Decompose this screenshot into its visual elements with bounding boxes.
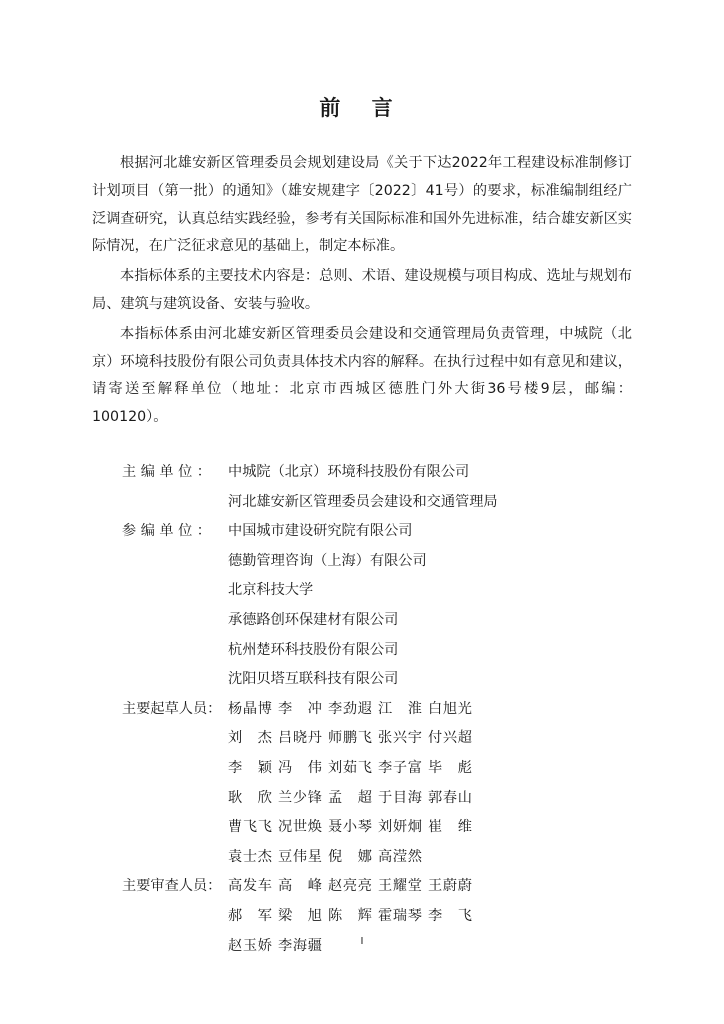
main-reviewers-label: 主要审查人员： bbox=[122, 878, 222, 895]
person-name: 李颖 bbox=[228, 759, 272, 776]
credits-section bbox=[122, 458, 498, 961]
person-name: 倪娜 bbox=[328, 848, 372, 865]
unit-entry: 河北雄安新区管理委员会建设和交通管理局 bbox=[228, 493, 498, 510]
person-name: 曹飞飞 bbox=[228, 819, 272, 836]
page-number: I bbox=[360, 936, 364, 947]
person-name: 李飞 bbox=[428, 907, 472, 924]
person-name: 付兴超 bbox=[428, 730, 472, 747]
main-reviewers-block bbox=[122, 872, 498, 961]
person-name: 霍瑞琴 bbox=[378, 907, 422, 924]
person-name: 高峰 bbox=[278, 878, 322, 895]
person-name: 高发车 bbox=[228, 878, 272, 895]
person-name: 赵玉娇 bbox=[228, 937, 272, 954]
person-name: 李劲遐 bbox=[328, 700, 372, 717]
person-name: 陈辉 bbox=[328, 907, 372, 924]
person-name: 郝军 bbox=[228, 907, 272, 924]
person-name: 兰少锋 bbox=[278, 789, 322, 806]
person-name: 赵亮亮 bbox=[328, 878, 372, 895]
participating-editors-block bbox=[122, 517, 498, 695]
person-name: 毕彪 bbox=[428, 759, 472, 776]
person-name: 杨晶博 bbox=[228, 700, 272, 717]
unit-entry: 沈阳贝塔互联科技有限公司 bbox=[228, 671, 399, 688]
unit-entry: 中城院（北京）环境科技股份有限公司 bbox=[228, 464, 470, 480]
participating-editors-list bbox=[228, 517, 498, 695]
person-name: 聂小琴 bbox=[328, 819, 372, 836]
chief-editors-list bbox=[228, 458, 498, 517]
unit-entry: 杭州楚环科技股份有限公司 bbox=[228, 641, 399, 658]
unit-entry: 承德路创环保建材有限公司 bbox=[228, 611, 399, 628]
preface-body bbox=[92, 150, 632, 432]
person-name: 郭春山 bbox=[428, 789, 472, 806]
person-name: 耿欣 bbox=[228, 789, 272, 806]
preface-paragraph: 本指标体系的主要技术内容是：总则、术语、建设规模与项目构成、选址与规划布局、建筑与建筑设备、安装与验收。 bbox=[92, 268, 632, 312]
person-name: 梁旭 bbox=[278, 907, 322, 924]
preface-paragraph: 根据河北雄安新区管理委员会规划建设局《关于下达2022年工程建设标准制修订计划项目（第一批）的通知》（雄安规建字〔2022〕41号）的要求，标准编制组经广泛调查研究，认真总结实践经验，参考有关国际标准和国外先进标准，结合雄安新区实际情况，在广泛征求意见的基础上，制定本标准。 bbox=[92, 155, 632, 255]
person-name: 李子富 bbox=[378, 759, 422, 776]
main-drafters-label: 主要起草人员： bbox=[122, 700, 222, 717]
person-name: 白旭光 bbox=[428, 700, 472, 717]
person-name: 张兴宇 bbox=[378, 730, 422, 747]
chief-editors-block bbox=[122, 458, 498, 517]
main-reviewers-list bbox=[228, 872, 498, 961]
unit-entry: 北京科技大学 bbox=[228, 582, 314, 599]
person-name: 吕晓丹 bbox=[278, 730, 322, 747]
person-name: 李海疆 bbox=[278, 937, 322, 954]
main-drafters-block bbox=[122, 695, 498, 873]
person-name: 李冲 bbox=[278, 700, 322, 717]
person-name: 高滢然 bbox=[378, 848, 422, 865]
person-name: 袁士杰 bbox=[228, 848, 272, 865]
unit-entry: 德勤管理咨询（上海）有限公司 bbox=[228, 552, 427, 569]
person-name: 王蔚蔚 bbox=[428, 878, 472, 895]
person-name: 豆伟星 bbox=[278, 848, 322, 865]
chief-editors-label: 主 编 单 位 ： bbox=[122, 464, 211, 480]
person-name: 刘杰 bbox=[228, 730, 272, 747]
person-name: 孟超 bbox=[328, 789, 372, 806]
person-name: 于目海 bbox=[378, 789, 422, 806]
person-name: 江淮 bbox=[378, 700, 422, 717]
person-name: 刘茹飞 bbox=[328, 759, 372, 776]
person-name: 师鹏飞 bbox=[328, 730, 372, 747]
preface-paragraph: 本指标体系由河北雄安新区管理委员会建设和交通管理局负责管理，中城院（北京）环境科技股份有限公司负责具体技术内容的解释。在执行过程中如有意见和建议，请寄送至解释单位（地址：北京市西城区德胜门外大街36号楼9层，邮编：100120）。 bbox=[92, 325, 632, 426]
person-name: 况世焕 bbox=[278, 819, 322, 836]
participating-editors-label: 参 编 单 位 ： bbox=[122, 523, 211, 540]
person-name: 王耀堂 bbox=[378, 878, 422, 895]
page-title: 前 言 bbox=[319, 96, 405, 120]
unit-entry: 中国城市建设研究院有限公司 bbox=[228, 523, 413, 540]
person-name: 崔维 bbox=[428, 819, 472, 836]
main-drafters-list bbox=[228, 695, 498, 873]
person-name: 刘妍炯 bbox=[378, 819, 422, 836]
person-name: 冯伟 bbox=[278, 759, 322, 776]
